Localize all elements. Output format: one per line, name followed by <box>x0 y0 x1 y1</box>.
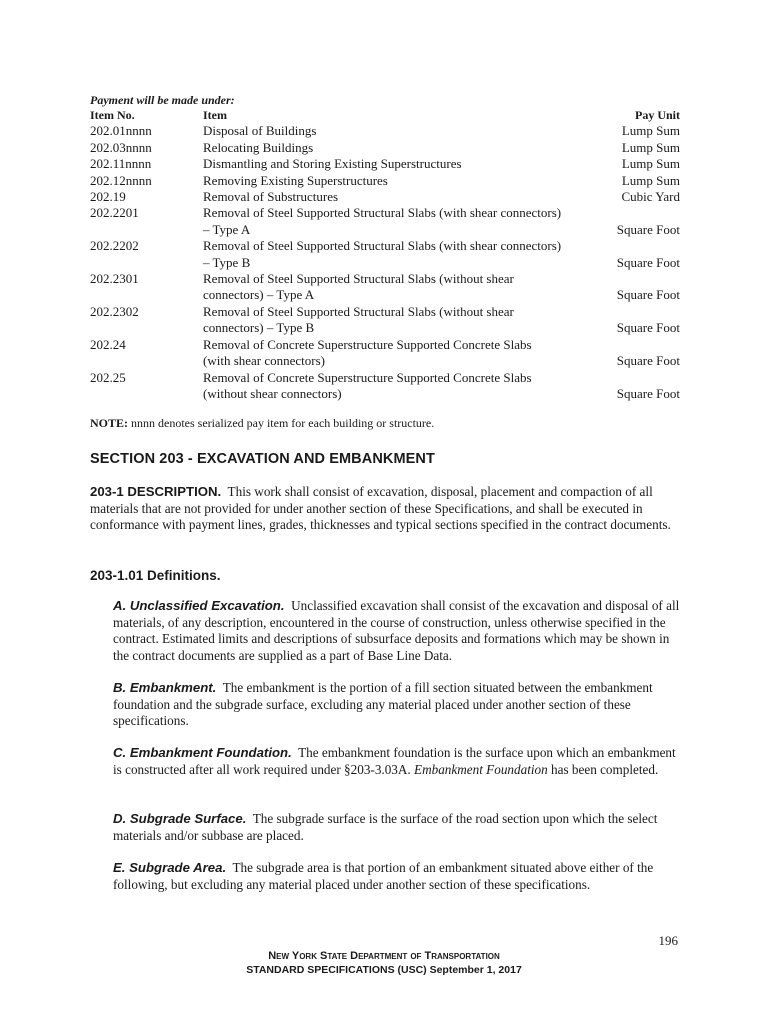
item-description-line: Removing Existing Superstructures <box>203 172 388 188</box>
item-description-line: (without shear connectors) <box>203 385 342 401</box>
item-description-cell <box>203 370 593 403</box>
table-row <box>90 337 680 370</box>
pay-unit-cell: Lump Sum <box>621 156 680 172</box>
item-description-line: Removal of Substructures <box>203 189 339 205</box>
item-number-cell: 202.01nnnn <box>90 123 152 139</box>
item-number-cell: 202.19 <box>90 189 126 205</box>
item-description-line: Dismantling and Storing Existing Superstructures <box>203 156 462 172</box>
item-description-line: Removal of Concrete Superstructure Supported Concrete Slabs <box>203 369 532 385</box>
definition-e <box>113 860 680 893</box>
pay-unit-cell: Lump Sum <box>621 139 680 155</box>
item-description-line: – Type B <box>203 254 251 270</box>
item-description-cell <box>203 156 593 172</box>
note <box>90 416 434 431</box>
definition-c-lead: C. Embankment Foundation. <box>113 745 292 760</box>
section-title: SECTION 203 - EXCAVATION AND EMBANKMENT <box>90 451 435 467</box>
table-row <box>90 271 680 304</box>
item-description-cell <box>203 205 593 238</box>
pay-unit-cell: Square Foot <box>616 320 680 336</box>
definition-d-text: The subgrade surface is the surface of the road section upon which the select materials and/or subbase are placed. <box>113 811 658 843</box>
definition-a-lead: A. Unclassified Excavation. <box>113 598 285 613</box>
item-number-cell: 202.25 <box>90 369 126 385</box>
item-description-line: Removal of Steel Supported Structural Slabs (with shear connectors) <box>203 238 562 254</box>
item-description-cell <box>203 123 593 139</box>
table-row <box>90 238 680 271</box>
item-description-line: Removal of Steel Supported Structural Slabs (without shear <box>203 303 514 319</box>
table-row <box>90 304 680 337</box>
definitions-title: 203-1.01 Definitions. <box>90 568 221 583</box>
table-row <box>90 156 680 172</box>
pay-unit-cell: Square Foot <box>616 385 680 401</box>
column-header-item: Item <box>203 108 227 122</box>
description-text: This work shall consist of excavation, disposal, placement and compaction of all materials that are not provided for under another section of these Specifications, and shall be executed in conformance with payment lines, grades, thicknesses and typical sections specified in the contract documents. <box>90 484 671 532</box>
note-text: nnnn denotes serialized pay item for each building or structure. <box>131 416 435 430</box>
item-number-cell: 202.2202 <box>90 238 139 254</box>
item-description-line: – Type A <box>203 221 251 237</box>
item-description-line: Relocating Buildings <box>203 139 314 155</box>
definition-b-lead: B. Embankment. <box>113 680 217 695</box>
definition-e-lead: E. Subgrade Area. <box>113 860 227 875</box>
pay-unit-cell: Square Foot <box>616 254 680 270</box>
item-number-cell: 202.2302 <box>90 303 139 319</box>
definition-c <box>113 745 680 778</box>
pay-unit-cell: Lump Sum <box>621 172 680 188</box>
definition-d <box>113 811 680 844</box>
definition-c-text: The embankment foundation is the surface upon which an embankment is constructed after all work required under §203-3.03A. <box>113 745 676 777</box>
pay-unit-cell: Square Foot <box>616 287 680 303</box>
column-header-pay-unit: Pay Unit <box>635 108 680 122</box>
table-row <box>90 370 680 403</box>
item-description-cell <box>203 271 593 304</box>
table-row <box>90 205 680 238</box>
footer-standard-specs: STANDARD SPECIFICATIONS (USC) September 1, 2017 <box>246 964 522 976</box>
footer-agency: New York State Department of Transportation <box>268 950 500 962</box>
column-header-item-no: Item No. <box>90 108 135 122</box>
pay-unit-cell: Cubic Yard <box>621 189 680 205</box>
definition-e-text: The subgrade area is that portion of an embankment situated above either of the following, but excluding any material placed under another section of these specifications. <box>113 860 654 892</box>
item-number-cell: 202.12nnnn <box>90 172 152 188</box>
item-number-cell: 202.03nnnn <box>90 139 152 155</box>
item-number-cell: 202.2201 <box>90 205 139 221</box>
description-paragraph <box>90 484 680 534</box>
pay-unit-cell: Square Foot <box>616 221 680 237</box>
definition-d-lead: D. Subgrade Surface. <box>113 811 247 826</box>
payment-heading: Payment will be made under: <box>90 93 235 107</box>
pay-items-table <box>90 107 680 402</box>
item-description-cell <box>203 189 593 205</box>
table-row <box>90 173 680 189</box>
definition-a <box>113 598 680 664</box>
item-description-line: Removal of Concrete Superstructure Supported Concrete Slabs <box>203 336 532 352</box>
item-number-cell: 202.2301 <box>90 271 139 287</box>
table-row <box>90 123 680 139</box>
definition-a-text: Unclassified excavation shall consist of the excavation and disposal of all materials, of any description, encountered in the course of construction, unless otherwise specified in the contract. Estimated limits and descriptions of subsurface deposits and formations which may be shown in the contract documents are supplied as a part of Base Line Data. <box>113 598 680 663</box>
item-description-cell <box>203 238 593 271</box>
item-description-line: connectors) – Type B <box>203 320 315 336</box>
item-description-cell <box>203 140 593 156</box>
description-lead: 203-1 DESCRIPTION. <box>90 484 222 499</box>
item-number-cell: 202.24 <box>90 336 126 352</box>
item-description-line: Disposal of Buildings <box>203 123 317 139</box>
table-row <box>90 140 680 156</box>
definition-c-tail: has been completed. <box>551 761 659 777</box>
page-number: 196 <box>658 933 678 948</box>
pay-items-rows <box>90 123 680 402</box>
item-number-cell: 202.11nnnn <box>90 156 152 172</box>
pay-unit-cell: Lump Sum <box>621 123 680 139</box>
item-description-cell <box>203 304 593 337</box>
item-description-line: connectors) – Type A <box>203 287 315 303</box>
item-description-line: Removal of Steel Supported Structural Slabs (without shear <box>203 271 514 287</box>
definition-b-text: The embankment is the portion of a fill section situated between the embankment foundation and the subgrade surface, excluding any material placed under another section of these specifications. <box>113 680 653 728</box>
item-description-cell <box>203 173 593 189</box>
table-row <box>90 189 680 205</box>
table-header-row <box>90 107 680 123</box>
item-description-line: (with shear connectors) <box>203 353 326 369</box>
pay-unit-cell: Square Foot <box>616 353 680 369</box>
item-description-cell <box>203 337 593 370</box>
item-description-line: Removal of Steel Supported Structural Slabs (with shear connectors) <box>203 205 562 221</box>
note-label: NOTE: <box>90 416 129 430</box>
definition-b <box>113 680 680 730</box>
definition-c-italic: Embankment Foundation <box>414 761 548 777</box>
